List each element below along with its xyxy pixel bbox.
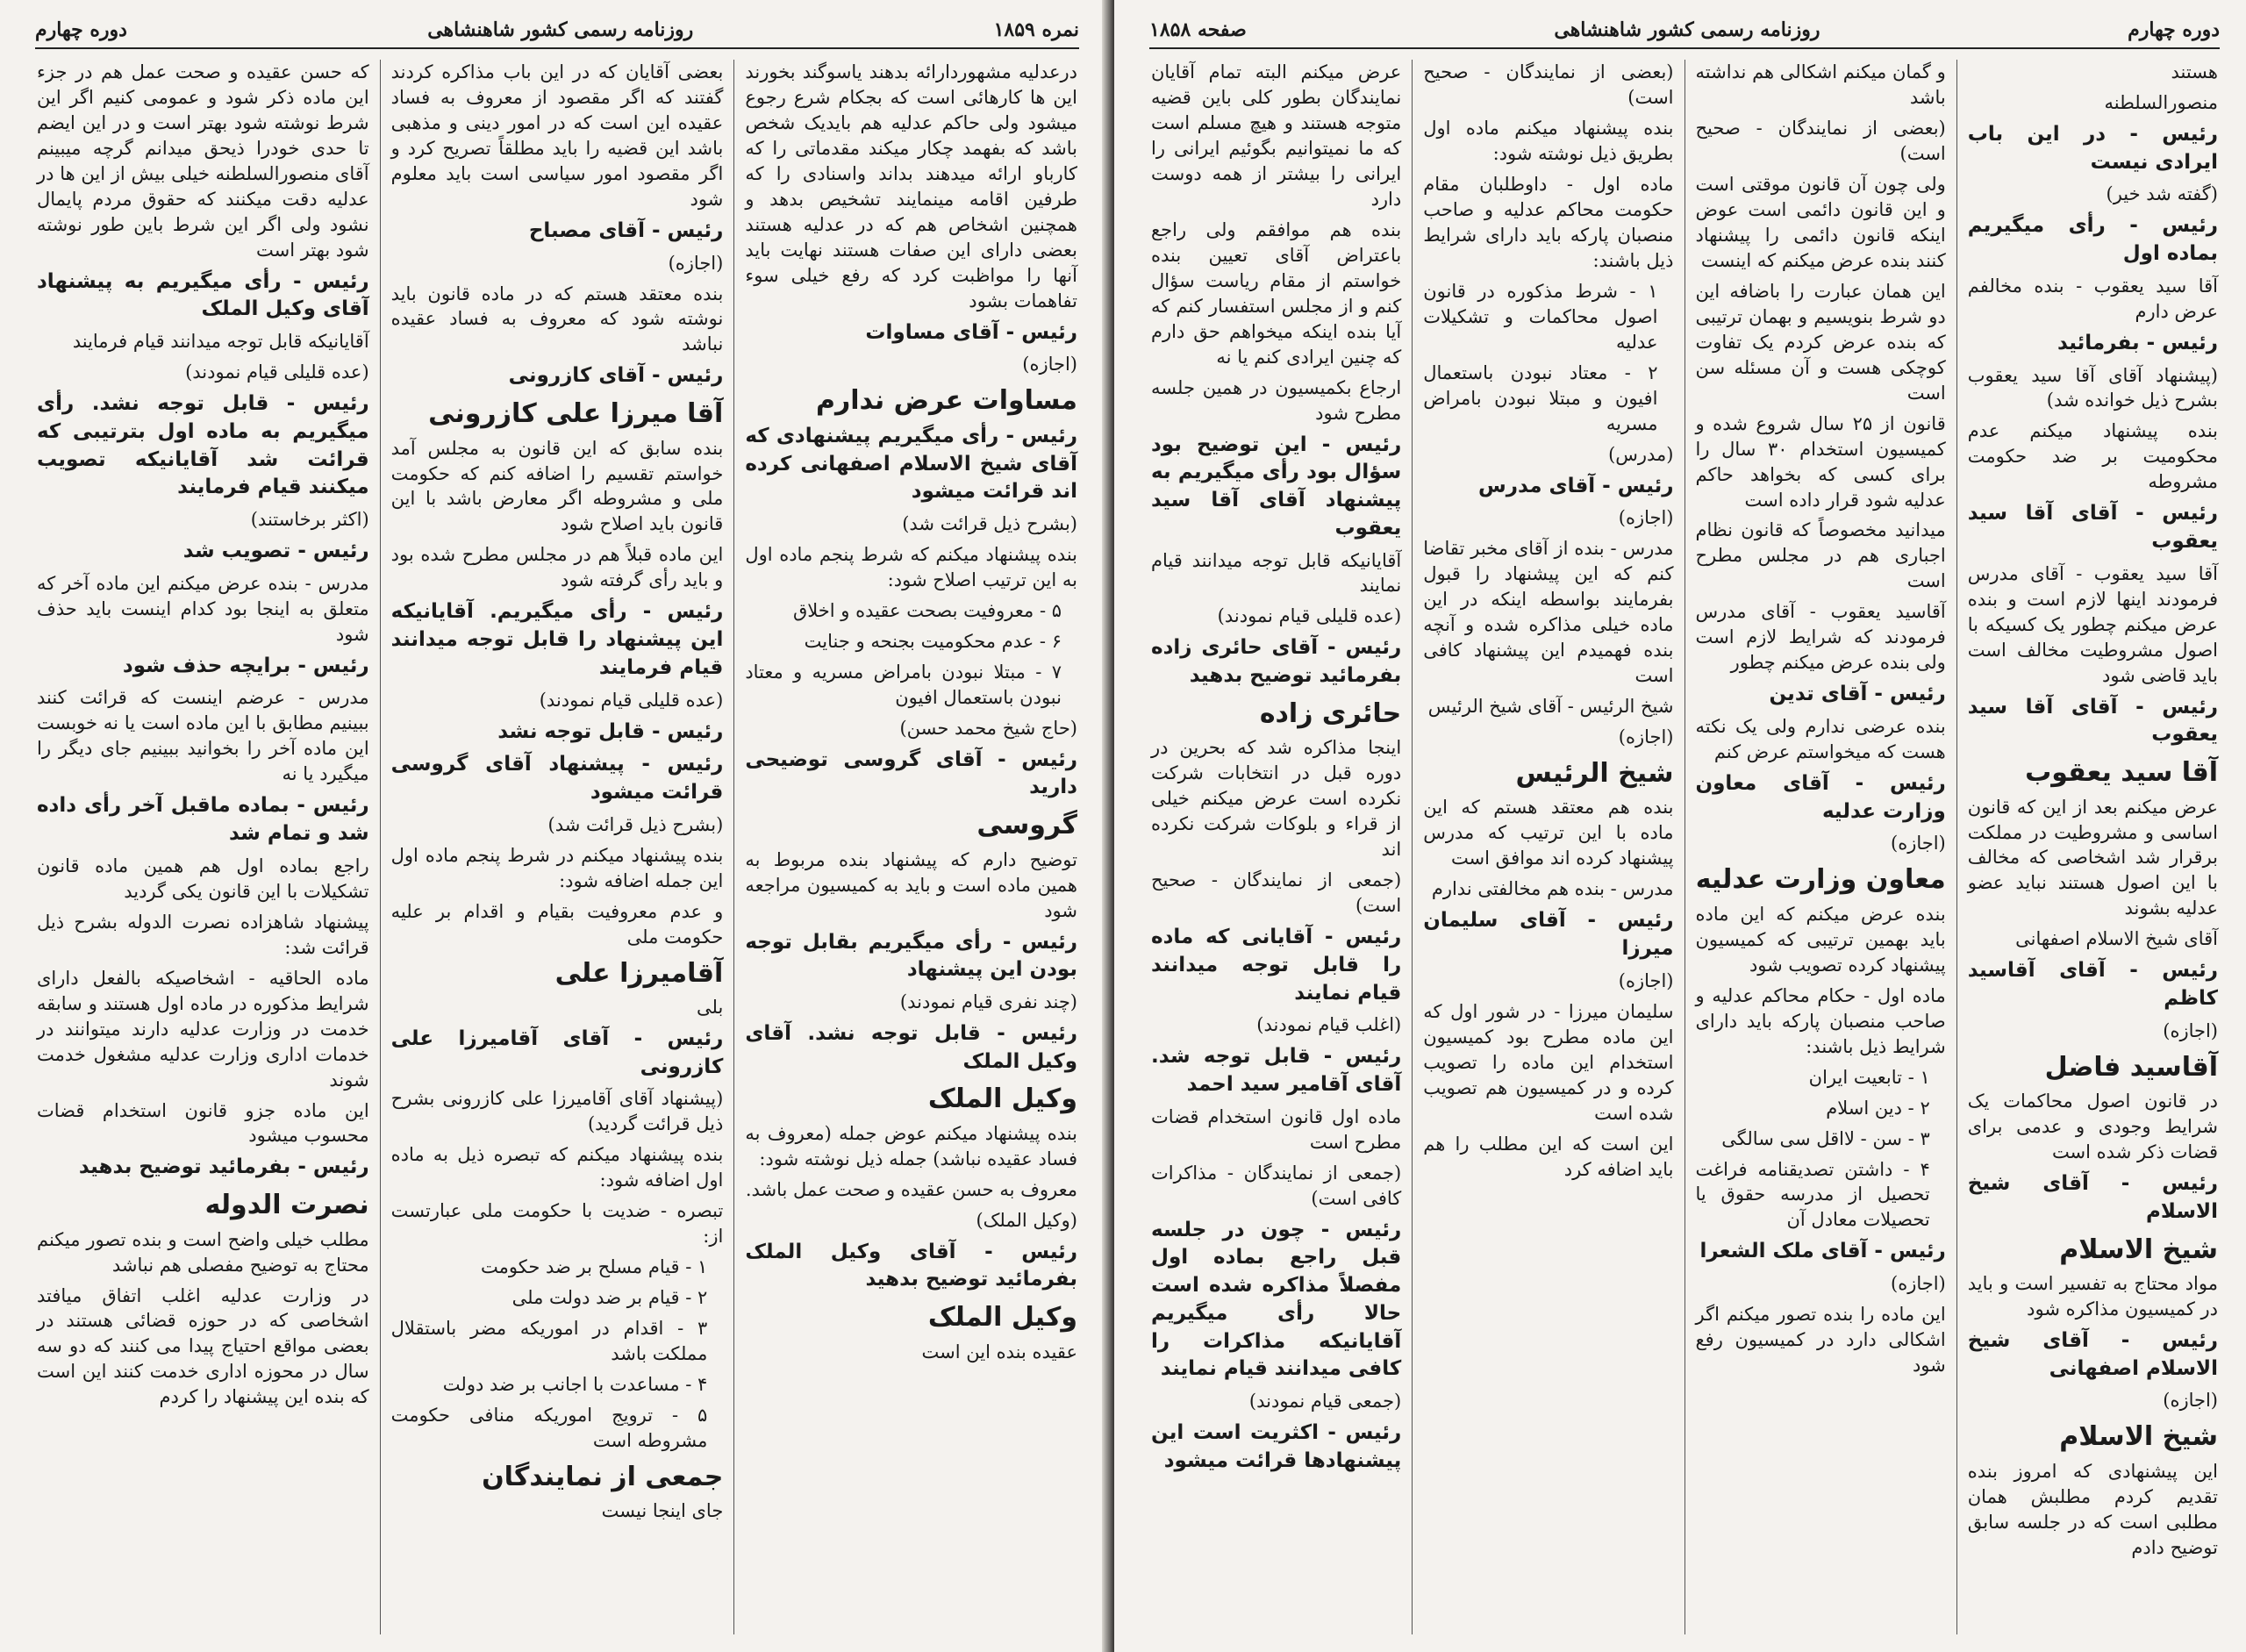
paragraph: (عده قلیلی قیام نمودند) xyxy=(1217,605,1402,627)
speaker-heading: نصرت الدوله xyxy=(204,1190,369,1221)
paragraph: قانون از ۲۵ سال شروع شده و کمیسیون استخدام ۳۰ سال را برای کسی که بخواهد حاکم عدلیه شود قرار داده است xyxy=(1695,412,1946,511)
speaker-heading: وکیل الملک xyxy=(927,1302,1077,1334)
text-column xyxy=(380,60,734,1634)
paragraph: مدرس - بنده عرض میکنم این ماده آخر که متعلق به اینجا بود کدام اینست باید حذف شود xyxy=(36,572,369,645)
text-column xyxy=(1141,60,1412,1634)
speaker-heading: آقا میرزا علی کازرونی xyxy=(428,398,724,430)
list-item: ۶ - عدم محکومیت بجنحه و جنایت xyxy=(804,630,1062,652)
speaker-heading: حائری زاده xyxy=(1259,697,1402,729)
paragraph: (گفته شد خیر) xyxy=(2106,183,2218,205)
speaker-line: رئیس - آقای مساوات xyxy=(865,320,1077,344)
paragraph: درعدلیه مشهوردارائه بدهند یاسوگند بخورند این ها کارهائی است که بجکام شرع رجوع میشود ولی حاکم عدلیه هم بایدیک شخص باشد که بفهمد چکار میکند مقدماتی را که کارباو ارائه میدهند بداند واسنادی را که طرفین اقامه مینمایند تشخیص بدهد و همچنین اشخاص هم که در عدلیه هستند بعضی دارای این صفات هستند نهایت باید آنها را مواظبت کرد که رفع خیلی سوء تفاهمات بشود xyxy=(745,61,1077,311)
paragraph: بنده پیشنهاد میکنم که تبصره ذیل به ماده اول اضافه شود: xyxy=(390,1144,724,1191)
page-header xyxy=(1149,12,2220,49)
paragraph: ارجاع بکمیسیون در همین جلسه مطرح شود xyxy=(1151,376,1402,424)
speaker-line: رئیس - آقای مدرس xyxy=(1477,474,1674,497)
paragraph: و عدم معروفیت بقیام و اقدام بر علیه حکومت ملی xyxy=(390,900,724,948)
paragraph: این است که این مطلب را هم باید اضافه کرد xyxy=(1423,1133,1674,1180)
paragraph: بنده عرض میکنم که این ماده باید بهمین ترتیبی که کمیسیون پیشنهاد کرده تصویب شود xyxy=(1695,903,1946,976)
paragraph: توضیح دارم که پیشنهاد بنده مربوط به همین ماده است و باید به کمیسیون مراجعه شود xyxy=(745,848,1077,921)
paragraph: (حاج شیخ محمد حسن) xyxy=(899,717,1077,739)
paragraph: ماده الحاقیه - اشخاصیکه بالفعل دارای شرایط مذکوره در ماده اول هستند و سابقه خدمت در وزارت عدلیه دارند میتوانند در خدمات اداری وزارت عدلیه مشغول خدمت شوند xyxy=(36,967,369,1091)
speaker-heading: شیخ الرئیس xyxy=(1515,757,1674,789)
paragraph: (جمعی از نمایندگان - مذاکرات کافی است) xyxy=(1151,1162,1402,1209)
paragraph: (اجازه) xyxy=(1891,833,1946,855)
page-header xyxy=(35,12,1079,49)
speaker-line: رئیس - آقای سلیمان میرزا xyxy=(1423,909,1674,960)
text-column xyxy=(1956,60,2228,1634)
paragraph: ماده اول قانون استخدام قضات مطرح است xyxy=(1151,1105,1402,1153)
list-item: ۲ - معتاد نبودن باستعمال افیون و مبتلا نبودن بامراض مسریه xyxy=(1423,361,1658,434)
speaker-line: رئیس - آقای مصباح xyxy=(528,218,724,242)
text-column xyxy=(26,60,380,1634)
paragraph: مواد محتاج به تفسیر است و باید در کمیسیون مذاکره شود xyxy=(1967,1272,2218,1319)
speaker-line: رئیس - آقای شیخ الاسلام xyxy=(1967,1172,2218,1223)
paragraph: بنده سابق که این قانون به مجلس آمد خواستم تقسیم را اضافه کنم که حکومت ملی و مشروطه اگر معارض باشد با این قانون باید اصلاح شود xyxy=(390,437,724,535)
list-item: ۲ - دین اسلام xyxy=(1826,1097,1930,1119)
paragraph: آقای شیخ الاسلام اصفهانی xyxy=(2015,928,2218,950)
paragraph: (اجازه) xyxy=(1618,726,1674,748)
right-columns xyxy=(1141,60,2228,1634)
list-item: ۳ - اقدام در اموریکه مضر باستقلال مملکت باشد xyxy=(390,1318,708,1365)
paragraph: مطلب خیلی واضح است و بنده تصور میکنم محتاج به توضیح مفصلی هم نباشد xyxy=(36,1228,369,1276)
paragraph: بنده پیشنهاد میکنم در شرط پنجم ماده اول این جمله اضافه شود: xyxy=(390,844,724,891)
paragraph: (اجازه) xyxy=(2163,1019,2218,1041)
speaker-line: رئیس - آقای شیخ الاسلام اصفهانی xyxy=(1967,1328,2218,1380)
speaker-line: رئیس - قابل توجه نشد xyxy=(497,719,724,743)
paragraph: (مدرس) xyxy=(1608,443,1674,465)
list-item: ۵ - ترویج اموریکه منافی حکومت مشروطه است xyxy=(390,1405,708,1452)
paragraph: میدانید مخصوصاً که قانون نظام اجباری هم در مجلس مطرح است xyxy=(1695,519,1946,592)
speaker-line: رئیس - رأی میگیریم بماده اول xyxy=(1967,214,2218,266)
paragraph: مدرس - بنده از آقای مخبر تقاضا کنم که این پیشنهاد را قبول بفرمایند بواسطه اینکه در این ماده خیلی مذاکره شده و آنچه بنده فهمیدم این پیشنهاد کافی است xyxy=(1423,538,1674,687)
newspaper-title: روزنامه رسمی کشور شاهنشاهی xyxy=(1554,18,1820,41)
paragraph: و گمان میکنم اشکالی هم نداشته باشد xyxy=(1695,61,1946,108)
paragraph: بعضی آقایان که در این باب مذاکره کردند گفتند که اگر مقصود از معروف به فساد عقیده این است که در امور دینی و مذهبی باشد این قضیه را باید مطلقاً تصریح کرد و اگر مقصود امور سیاسی است باید معلوم شود xyxy=(390,61,724,210)
paragraph: ماده اول - داوطلبان مقام حکومت محاکم عدلیه و صاحب منصبان پارکه باید دارای شرایط ذیل باشند: xyxy=(1423,173,1674,271)
text-column xyxy=(733,60,1088,1634)
speaker-line: رئیس - رأی میگیریم به پیشنهاد آقای وکیل الملک xyxy=(36,269,369,321)
text-column xyxy=(1412,60,1684,1634)
paragraph: (اجازه) xyxy=(2163,1390,2218,1412)
speaker-line: رئیس - بفرمائید xyxy=(2056,331,2218,354)
speaker-line: رئیس - آقای آقا سید یعقوب xyxy=(1967,502,2218,554)
issue-number: نمره ۱۸۵۹ xyxy=(993,18,1079,41)
paragraph: آقایانیکه قابل توجه میدانند قیام فرمایند xyxy=(72,331,369,353)
list-item: ۳ - سن - لااقل سی سالگی xyxy=(1721,1127,1930,1149)
paragraph: (اغلب قیام نمودند) xyxy=(1256,1014,1402,1036)
paragraph: بنده پیشنهاد میکنم ماده اول بطریق ذیل نوشته شود: xyxy=(1423,117,1674,164)
paragraph: معروف به حسن عقیده و صحت عمل باشد. xyxy=(745,1178,1077,1200)
paragraph: (جمعی از نمایندگان - صحیح است) xyxy=(1151,869,1402,917)
paragraph: (عده قلیلی قیام نمودند) xyxy=(539,689,724,711)
speaker-line: رئیس - آقای حائری زاده بفرمائید توضیح بدهید xyxy=(1151,636,1402,688)
paragraph: این ماده جزو قانون استخدام قضات محسوب میشود xyxy=(36,1099,369,1147)
paragraph: بنده پیشنهاد میکنم که شرط پنجم ماده اول به این ترتیب اصلاح شود: xyxy=(745,543,1077,590)
right-page xyxy=(1114,0,2246,1652)
speaker-line: رئیس - آقای وکیل الملک بفرمائید توضیح بدهید xyxy=(745,1240,1077,1291)
paragraph: پیشنهاد شاهزاده نصرت الدوله بشرح ذیل قرائت شد: xyxy=(36,911,369,958)
speaker-line: رئیس - رأی میگیریم بقابل توجه بودن این پیشنهاد xyxy=(745,930,1077,982)
speaker-line: رئیس - چون در جلسه قبل راجع بماده اول مفصلاً مذاکره شده است حالا رأی میگیریم آقایانیکه مذاکرات را کافی میدانند قیام نمایند xyxy=(1151,1218,1402,1381)
paragraph: (بعضی از نمایندگان - صحیح است) xyxy=(1423,61,1674,108)
speaker-line: رئیس - در این باب ایرادی نیست xyxy=(1967,122,2218,174)
list-item: ۷ - مبتلا نبودن بامراض مسریه و معتاد نبودن باستعمال افیون xyxy=(745,661,1062,708)
speaker-line: رئیس - آقایانی که ماده را قابل توجه میدانند قیام نمایند xyxy=(1151,926,1402,1005)
paragraph: ماده اول - حکام محاکم عدلیه و صاحب منصبان پارکه باید دارای شرایط ذیل باشند: xyxy=(1695,984,1946,1057)
speaker-line: رئیس - آقای آقا سید یعقوب xyxy=(1967,695,2218,747)
paragraph: مدرس - عرضم اینست که قرائت کنند ببینیم مطابق با این ماده است یا نه خوبست این ماده آخر را بخوانید ببینیم جای دیگر را میگیرد یا نه xyxy=(36,687,369,785)
left-page xyxy=(0,0,1107,1652)
paragraph: بنده هم معتقد هستم که این ماده با این ترتیب که مدرس پیشنهاد کرده اند موافق است xyxy=(1423,797,1674,869)
speaker-line: رئیس - آقای ملک الشعرا xyxy=(1699,1240,1946,1263)
paragraph: بنده معتقد هستم که در ماده قانون باید نوشته شود که معروف به فساد عقیده نباشد xyxy=(390,282,724,355)
paragraph: شیخ الرئیس - آقای شیخ الرئیس xyxy=(1427,696,1674,718)
speaker-line: رئیس - رأی میگیریم. آقایانیکه این پیشنهاد را قابل توجه میدانند قیام فرمایند xyxy=(390,600,724,679)
paragraph: بلی xyxy=(697,996,724,1018)
speaker-line: رئیس - قابل توجه نشد. رأی میگیریم به ماده اول بترتیبی که قرائت شد آقایانیکه تصویب میکنند قیام فرمایند xyxy=(36,392,369,499)
text-column xyxy=(1684,60,1956,1634)
paragraph: راجع بماده اول هم همین ماده قانون تشکیلات با این قانون یکی گردید xyxy=(36,855,369,902)
speaker-line: رئیس - قابل توجه نشد. آقای وکیل الملک xyxy=(745,1021,1077,1073)
paragraph: بنده هم موافقم ولی راجع باعتراض آقای تعیین بنده خواستم از مقام ریاست سؤال کنم و از مجلس استفسار کنم که آیا بنده اینکه میخواهم حق دارم که چنین ایرادی کنم یا نه xyxy=(1151,218,1402,368)
speaker-heading: مساوات عرض ندارم xyxy=(816,385,1077,417)
paragraph: عرض میکنم البته تمام آقایان نمایندگان بطور کلی باین قضیه متوجه هستند و هیچ مسلم است که ما نمیتوانیم بگوئیم ایرانی را ایرانی را بیشتر از همه دوست دارد xyxy=(1151,61,1402,210)
speaker-line: رئیس - پیشنهاد آقای گروسی قرائت میشود xyxy=(390,753,724,804)
paragraph: (اجازه) xyxy=(1022,354,1077,375)
paragraph: در وزارت عدلیه اغلب اتفاق میافتد اشخاصی که در حوزه قضائی هستند در بعضی مواقع احتیاج پیدا می کنند که دو سه سال در محوزه اداری خدمت کنند این است که بنده این پیشنهاد را کردم xyxy=(36,1284,369,1408)
paragraph: (وکیل الملک) xyxy=(976,1209,1077,1231)
speaker-heading: معاون وزارت عدلیه xyxy=(1695,864,1946,896)
paragraph: آقا سید یعقوب - بنده مخالفم عرض دارم xyxy=(1967,275,2218,322)
paragraph: در قانون اصول محاکمات یک شرایط وجودی و عدمی برای قضات ذکر شده است xyxy=(1967,1091,2218,1163)
speaker-heading: آقامیرزا علی xyxy=(554,957,724,989)
list-item: ۴ - مساعدت با اجانب بر ضد دولت xyxy=(442,1374,708,1396)
paragraph: (پیشنهاد آقای آقامیرزا علی کازرونی بشرح ذیل قرائت گردید) xyxy=(390,1088,724,1135)
speaker-heading: شیخ الاسلام xyxy=(2059,1234,2218,1265)
speaker-heading: شیخ الاسلام xyxy=(2059,1421,2218,1453)
paragraph: عقیده بنده این است xyxy=(921,1341,1077,1362)
list-item: ۴ - داشتن تصدیقنامه فراغت تحصیل از مدرسه حقوق یا تحصیلات معادل آن xyxy=(1695,1158,1930,1231)
speaker-line: رئیس - بماده ماقبل آخر رأی داده شد و تمام شد xyxy=(36,794,369,846)
paragraph: تبصره - ضدیت با حکومت ملی عبارتست از: xyxy=(390,1200,724,1248)
paragraph: آقایانیکه قابل توجه میدانند قیام نمایند xyxy=(1151,549,1402,597)
paragraph: (بعضی از نمایندگان - صحیح است) xyxy=(1695,117,1946,164)
paragraph: (بشرح ذیل قرائت شد) xyxy=(902,512,1077,534)
paragraph: سلیمان میرزا - در شور اول که این ماده مطرح بود کمیسیون استخدام این ماده را تصویب کرده و در کمیسیون هم تصویب شده است xyxy=(1423,1000,1674,1124)
page-number: صفحه ۱۸۵۸ xyxy=(1149,18,1247,41)
paragraph: این ماده قبلاً هم در مجلس مطرح شده بود و باید رأی گرفته شود xyxy=(390,544,724,591)
paragraph: این پیشنهادی که امروز بنده تقدیم کردم مطلبش همان مطلبی است که در جلسه سابق توضیح دادم xyxy=(1967,1460,2218,1558)
paragraph: منصورالسلطنه xyxy=(2104,91,2218,113)
list-item: ۱ - تابعیت ایران xyxy=(1808,1066,1930,1088)
list-item: ۲ - قیام بر ضد دولت ملی xyxy=(511,1287,708,1309)
paragraph: اینجا مذاکره شد که بحرین در دوره قبل در انتخابات شرکت نکرده است عرض میکنم خیلی از قراء و بلوکات شرکت نکرده اند xyxy=(1151,737,1402,861)
paragraph: عرض میکنم بعد از این که قانون اساسی و مشروطیت در مملکت برقرار شد اشخاصی که مخالف با این اصول هستند نباید عضو عدلیه بشوند xyxy=(1967,796,2218,919)
paragraph: (اجازه) xyxy=(1618,507,1674,529)
paragraph: بنده عرضی ندارم ولی یک نکته هست که میخواستم عرض کنم xyxy=(1695,716,1946,762)
paragraph: آقاسید یعقوب - آقای مدرس فرمودند که شرایط لازم است ولی بنده عرض میکنم چطور xyxy=(1695,601,1946,674)
paragraph: (عده قلیلی قیام نمودند) xyxy=(185,361,369,383)
list-item: ۱ - شرط مذکوره در قانون اصول محاکمات و تشکیلات عدلیه xyxy=(1423,280,1658,353)
paragraph: بنده پیشنهاد میکنم عوض جمله (معروف به فساد عقیده نباشد) جمله ذیل نوشته شود: xyxy=(745,1122,1077,1169)
speaker-heading: جمعی از نمایندگان xyxy=(482,1462,724,1492)
paragraph: این ماده را بنده تصور میکنم اگر اشکالی دارد در کمیسیون رفع شود xyxy=(1695,1304,1946,1377)
speaker-heading: گروسی xyxy=(976,810,1077,841)
paragraph: (پیشنهاد آقای آقا سید یعقوب بشرح ذیل خوانده شد) xyxy=(1967,364,2218,411)
speaker-line: رئیس - آقای گروسی توضیحی دارید xyxy=(745,747,1077,799)
speaker-line: رئیس - رأی میگیریم پیشنهادی که آقای شیخ الاسلام اصفهانی کرده اند قرائت میشود xyxy=(745,424,1077,504)
paragraph: (اجازه) xyxy=(1618,969,1674,991)
speaker-line: رئیس - آقای تدین xyxy=(1769,683,1946,706)
period-label: دوره چهارم xyxy=(2128,18,2220,41)
period-label: دوره چهارم xyxy=(35,18,127,41)
paragraph: (اجازه) xyxy=(668,252,724,274)
paragraph: (چند نفری قیام نمودند) xyxy=(899,990,1077,1012)
paragraph: ولی چون آن قانون موقتی است و این قانون دائمی است عوض اینکه قانون دائمی را پیشنهاد کنند بنده عرض میکنم که اینست xyxy=(1695,173,1946,271)
paragraph: آقا سید یعقوب - آقای مدرس فرمودند اینها لازم است و بنده عرض میکنم چطور یک کسیکه با اصول مشروطیت مخالف است باید قاضی شود xyxy=(1967,562,2218,686)
speaker-line: رئیس - آقای آقاسید کاظم xyxy=(1967,959,2218,1011)
newspaper-title: روزنامه رسمی کشور شاهنشاهی xyxy=(427,18,694,41)
list-item: ۱ - قیام مسلح بر ضد حکومت xyxy=(481,1256,708,1278)
speaker-heading: آقاسید فاضل xyxy=(2044,1051,2218,1083)
paragraph: (اکثر برخاستند) xyxy=(250,509,369,531)
list-item: ۵ - معروفیت بصحت عقیده و اخلاق xyxy=(792,599,1062,621)
paragraph: که حسن عقیده و صحت عمل هم در جزء این ماده ذکر شود و عمومی کنیم اگر این شرط نوشته شود بهتر است و در این ایضم تا حدی خودرا ذیحق میدانم گرچه میبینم آقای منصورالسلطنه خیلی بیش از این ها در عدلیه دقت میکنند که حقوق مردم پایمال نشود ولی اگر این شرط باین طور نوشته شود بهتر است xyxy=(36,61,369,261)
speaker-line: رئیس - اکثریت است این پیشنهادها قرائت میشود xyxy=(1151,1420,1402,1472)
speaker-line: رئیس - قابل توجه شد. آقای آقامیر سید احمد xyxy=(1151,1045,1402,1096)
speaker-line: رئیس - بفرمائید توضیح بدهید xyxy=(78,1155,369,1179)
speaker-heading: وکیل الملک xyxy=(927,1083,1077,1115)
speaker-line: رئیس - آقای آقامیرزا علی کازرونی xyxy=(390,1026,724,1078)
paragraph: هستند xyxy=(2171,61,2218,82)
speaker-line: رئیس - آقای کازرونی xyxy=(508,364,724,388)
paragraph: مدرس - بنده هم مخالفتی ندارم xyxy=(1431,878,1674,900)
paragraph: این همان عبارت را باضافه این دو شرط بنویسیم و بهمان ترتیبی که بنده عرض کردم یک تفاوت کوچکی هست و آن مسئله سن است xyxy=(1695,280,1946,404)
paragraph: جای اینجا نیست xyxy=(601,1500,724,1522)
speaker-line: رئیس - برایچه حذف شود xyxy=(122,654,369,677)
speaker-line: رئیس - آقای معاون وزارت عدلیه xyxy=(1695,771,1946,823)
paragraph: (جمعی قیام نمودند) xyxy=(1248,1390,1402,1412)
paragraph: (اجازه) xyxy=(1891,1273,1946,1295)
speaker-heading: آقا سید یعقوب xyxy=(2025,757,2218,789)
speaker-line: رئیس - تصویب شد xyxy=(182,540,369,563)
speaker-line: رئیس - این توضیح بود سؤال بود رأی میگیریم به پیشنهاد آقای آقا سید یعقوب xyxy=(1151,433,1402,540)
paragraph: بنده پیشنهاد میکنم عدم محکومیت بر ضد حکومت مشروطه xyxy=(1967,420,2218,493)
left-columns xyxy=(26,60,1088,1634)
paragraph: (بشرح ذیل قرائت شد) xyxy=(547,813,724,835)
